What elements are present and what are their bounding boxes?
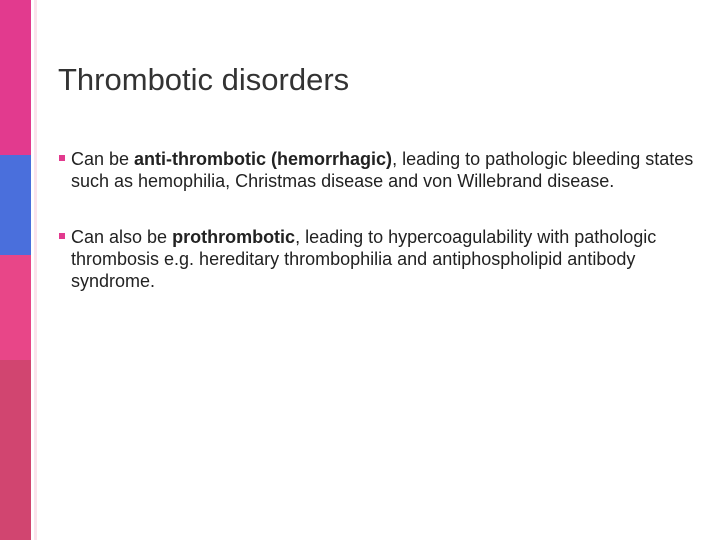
bullet-term: prothrombotic [172,227,296,247]
slide-title: Thrombotic disorders [58,62,350,97]
bullet-prefix: Can be [71,149,135,169]
side-bar-segment-rose [0,360,31,540]
side-bar-segment-blue [0,155,31,255]
side-color-bar [0,0,31,540]
side-bar-segment-magenta [0,255,31,360]
bullet-list [58,148,698,326]
bullet-suffix: , leading to pathologic bleeding states such as hemophilia, Christmas disease and von Willebrand disease. [71,149,694,191]
bullet-term: anti-thrombotic (hemorrhagic) [134,149,393,169]
square-bullet-icon [59,155,65,161]
bullet-item-prothrombotic [58,226,698,292]
side-bar-segment-pink [0,0,31,155]
bullet-prefix: Can also be [71,227,173,247]
square-bullet-icon [59,233,65,239]
bullet-suffix: , leading to hypercoagulability with pathologic thrombosis e.g. hereditary thrombophilia and antiphospholipid antibody syndrome. [71,227,657,291]
side-accent-line [34,0,37,540]
bullet-item-hemorrhagic [58,148,698,192]
